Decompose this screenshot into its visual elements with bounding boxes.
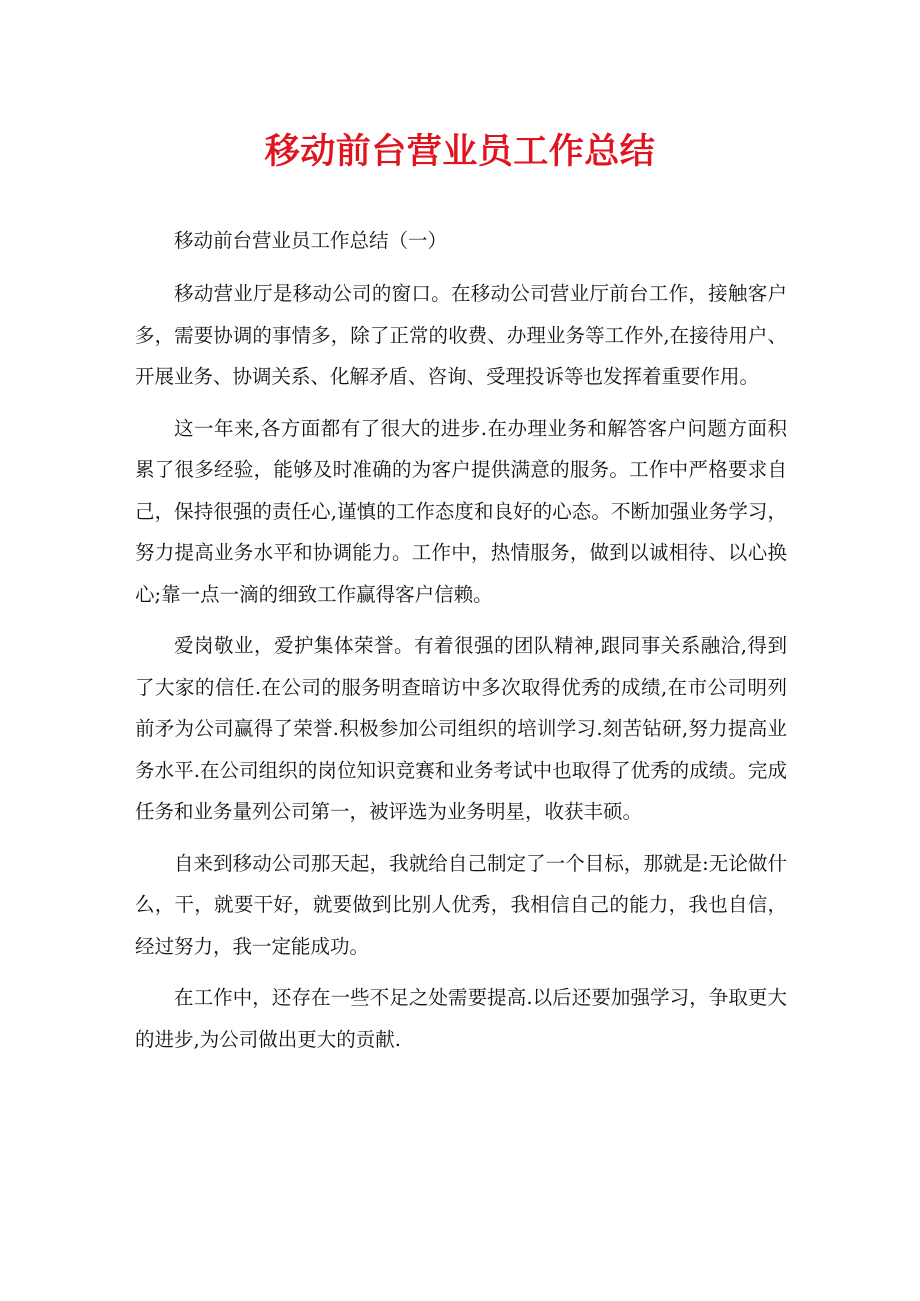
document-body [135,220,787,1070]
paragraph-4: 自来到移动公司那天起，我就给自己制定了一个目标，那就是:无论做什么，干，就要干好，就要做到比别人优秀，我相信自己的能力，我也自信，经过努力，我一定能成功。 [135,851,787,958]
paragraph-2: 这一年来,各方面都有了很大的进步.在办理业务和解答客户问题方面积累了很多经验，能够及时准确的为客户提供满意的服务。工作中严格要求自己，保持很强的责任心,谨慎的工作态度和良好的心态。不断加强业务学习，努力提高业务水平和协调能力。工作中，热情服务，做到以诚相待、以心换心;靠一点一滴的细致工作赢得客户信赖。 [135,416,787,606]
section-heading: 移动前台营业员工作总结（一） [174,229,448,252]
document-title: 移动前台营业员工作总结 [264,132,656,172]
paragraph-5: 在工作中，还存在一些不足之处需要提高.以后还要加强学习，争取更大的进步,为公司做出更大的贡献. [135,986,787,1051]
paragraph-3: 爱岗敬业，爱护集体荣誉。有着很强的团队精神,跟同事关系融洽,得到了大家的信任.在公司的服务明查暗访中多次取得优秀的成绩,在市公司明列前矛为公司赢得了荣誉.积极参加公司组织的培训学习.刻苦钻研,努力提高业务水平.在公司组织的岗位知识竞赛和业务考试中也取得了优秀的成绩。完成任务和业务量列公司第一，被评选为业务明星，收获丰硕。 [135,634,787,823]
paragraph-1: 移动营业厅是移动公司的窗口。在移动公司营业厅前台工作，接触客户多，需要协调的事情多，除了正常的收费、办理业务等工作外,在接待用户、开展业务、协调关系、化解矛盾、咨询、受理投诉等也发挥着重要作用。 [135,282,787,388]
